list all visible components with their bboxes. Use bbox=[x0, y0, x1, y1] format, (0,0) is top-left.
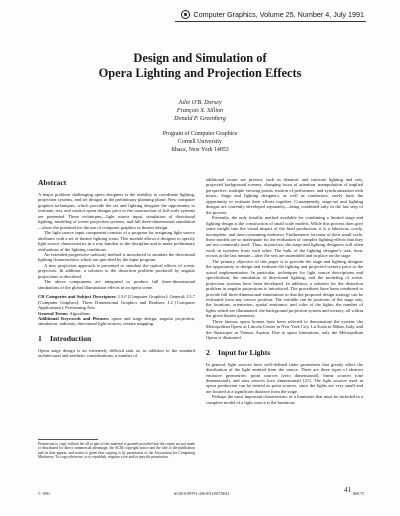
page-footer bbox=[38, 491, 364, 496]
introduction-paragraph: Opera stage design is an extremely difficult task as, in addition to the standard architectural and aesthetic considerations, a number of bbox=[38, 347, 195, 359]
affiliation-line: Ithaca, New York 14853 bbox=[171, 147, 229, 153]
copyright-year: © 1991 bbox=[38, 491, 51, 496]
acm-code: ACM-0-89791-436-8/91/007/0041 bbox=[173, 491, 230, 496]
body-paragraph: Three famous opera houses have been selected to demonstrate the system: the Metropolitan Opera at Lincoln Center in New York City, La Scala in Milan, Italy, and the Staatsoper in Vienna, Austria. Due to space limitations, only the Metropolitan Opera is illustrated. bbox=[206, 318, 363, 341]
cr-text: I.3.0 [Computer Graphics]: General; I.3.7 [Computer Graphics]: Three Dimensional Graphics and Realism; J.2 [Computer Applications]: Performing Arts. bbox=[38, 294, 195, 311]
body-paragraph: In general, light sources have well-defined finite geometries that greatly affect the distribution of the light emitted from the source. There are three types of abstract emissive geometries: point sources (zero dimensional), linear sources (one dimensional), and area sources (two dimensional) [21]. The light sources used in opera production can be treated as point sources, since the lights are very small and are located at a significant distance from the stage. bbox=[206, 361, 363, 394]
right-column bbox=[206, 177, 363, 405]
abstract-paragraph: The light source input component consists of a program for assigning light source attributes with a set of theater lighting icons. This module allows a designer to specify light source characteristics in a way familiar to the discipline and to make preliminary evaluations of the lighting conditions. bbox=[38, 230, 195, 252]
section-number: 2 bbox=[206, 347, 210, 357]
journal-header-text: Computer Graphics, Volume 25, Number 4, July 1991 bbox=[193, 10, 364, 19]
abstract-paragraph: An extended progressive radiosity method is introduced to simulate the directional lighting characteristics which are specified by the input program. bbox=[38, 251, 195, 263]
section-title: Input for Lights bbox=[218, 347, 271, 357]
body-paragraph: additional issues are present, such as dynamic and intricate lighting and sets, projected background scenery, changing focus of attention, manipulation of implied perspective, multiple viewing points, motion of performers, and synchronization with music. Stage and lighting designers, as well as conductors, rarely have the opportunity to evaluate their efforts together. Consequently, stage-set and lighting designs are currently developed separately—being combined only in the last step of the process. bbox=[206, 177, 363, 215]
author-name: François X. Sillion bbox=[176, 108, 224, 114]
siggraph-logo-icon bbox=[181, 10, 190, 19]
affiliation-line: Program of Computer Graphics bbox=[162, 131, 238, 137]
gt-label: General Terms: bbox=[38, 310, 69, 316]
section-title: Introduction bbox=[50, 333, 92, 343]
body-paragraph: Presently, the only feasible method available for combining a limited stage and lighting design is the construction of small scale models. While this process does give some insight into the visual impact of the final production, it is a laborious, costly, incomplete, and time-consuming endeavor. Furthermore, because of their small scale, these models are so inadequate for the evaluation of complex lighting effects that they are not commonly used. Thus, in practice, the stage and lighting designers will often work in isolation from each other. The bulk of the lighting designer's task, then, occurs at the last minute—after the sets are assembled and in place on the stage. bbox=[206, 215, 363, 259]
body-paragraph: Perhaps the most important characteristic of a luminaire that must be included in a complete model of a light source is the luminous bbox=[206, 394, 363, 405]
introduction-heading bbox=[38, 334, 195, 343]
abstract-paragraph: A major problem challenging opera designers is the inability to coordinate lighting, projection systems, and set designs in the preliminary planning phase. New computer graphics techniques, which provide the set and lighting designer the opportunity to evaluate, test, and control opera designs prior to the construction of full scale systems are presented. These techniques—light source input, simulation of directional lighting, modeling of scenic projection systems, and full three-dimensional simulation—show the potential for the use of computer graphics in theater design. bbox=[38, 192, 195, 230]
title-line-2: Opera Lighting and Projection Effects bbox=[98, 66, 302, 80]
abstract-paragraph: A new projection approach is presented to simulate the optical effects of scenic projectors. In addition, a solution to the distortion problem produced by angular projections is described. bbox=[38, 262, 195, 279]
page-number: 41 bbox=[344, 486, 351, 494]
kw-label: Additional Keywords and Phrases: bbox=[38, 315, 110, 321]
price: $00.75 bbox=[352, 491, 364, 496]
section-number: 1 bbox=[38, 333, 42, 343]
additional-keywords bbox=[38, 316, 195, 327]
cr-categories bbox=[38, 294, 195, 310]
affiliation-line: Cornell University bbox=[177, 139, 222, 145]
keywords-block bbox=[38, 294, 195, 327]
abstract-heading: Abstract bbox=[38, 178, 67, 187]
author-list bbox=[0, 99, 400, 123]
journal-header bbox=[181, 10, 364, 19]
paper-title bbox=[0, 51, 400, 81]
section-2-heading bbox=[206, 348, 363, 357]
left-column bbox=[38, 178, 195, 359]
gt-text: Algorithms bbox=[68, 310, 91, 316]
author-name: Donald P. Greenberg bbox=[174, 116, 226, 122]
header-rule bbox=[175, 21, 366, 22]
kw-text: opera and stage design, angular projection, simulation, radiosity, directional light sources, texture mapping. bbox=[38, 315, 195, 327]
abstract-paragraph: The above components are integrated to produce full three-dimensional simulations of the global illumination effects in an opera scene. bbox=[38, 279, 195, 290]
affiliation bbox=[0, 130, 400, 154]
title-line-1: Design and Simulation of bbox=[133, 51, 267, 65]
permission-footnote: Permission to copy without fee all or part of this material is granted provided that the copies are not made or distributed for direct commercial advantage, the ACM copyright notice and the title of the publication and its date appear, and notice is given that copying is by permission of the Association for Computing Machinery. To copy otherwise, or to republish, requires a fee and/or specific permission. bbox=[38, 442, 195, 459]
author-name: Julie O'B. Dorsey bbox=[178, 100, 222, 106]
body-paragraph: The primary objective of this paper is to provide the stage and lighting designer the opportunity to design and evaluate the lighting and projected scenery prior to the actual implementation. In particular, techniques for light source descriptions and specification, the simulation of directional lighting, and the modeling of scenic projection systems have been developed. In addition, a solution for the distortion problem in angular projections is introduced. The procedures have been combined to provide full three-dimensional simulations so that the proposed design strategy can be evaluated from any viewer position. The variable can be positions of the stage sets, the locations, orientation, spatial emittance, and color of the lights, the number of lights which are illuminated, the background projection system and scenery, all within the given theater geometry. bbox=[206, 258, 363, 319]
cr-label: CR Categories and Subject Descriptors: bbox=[38, 294, 117, 300]
